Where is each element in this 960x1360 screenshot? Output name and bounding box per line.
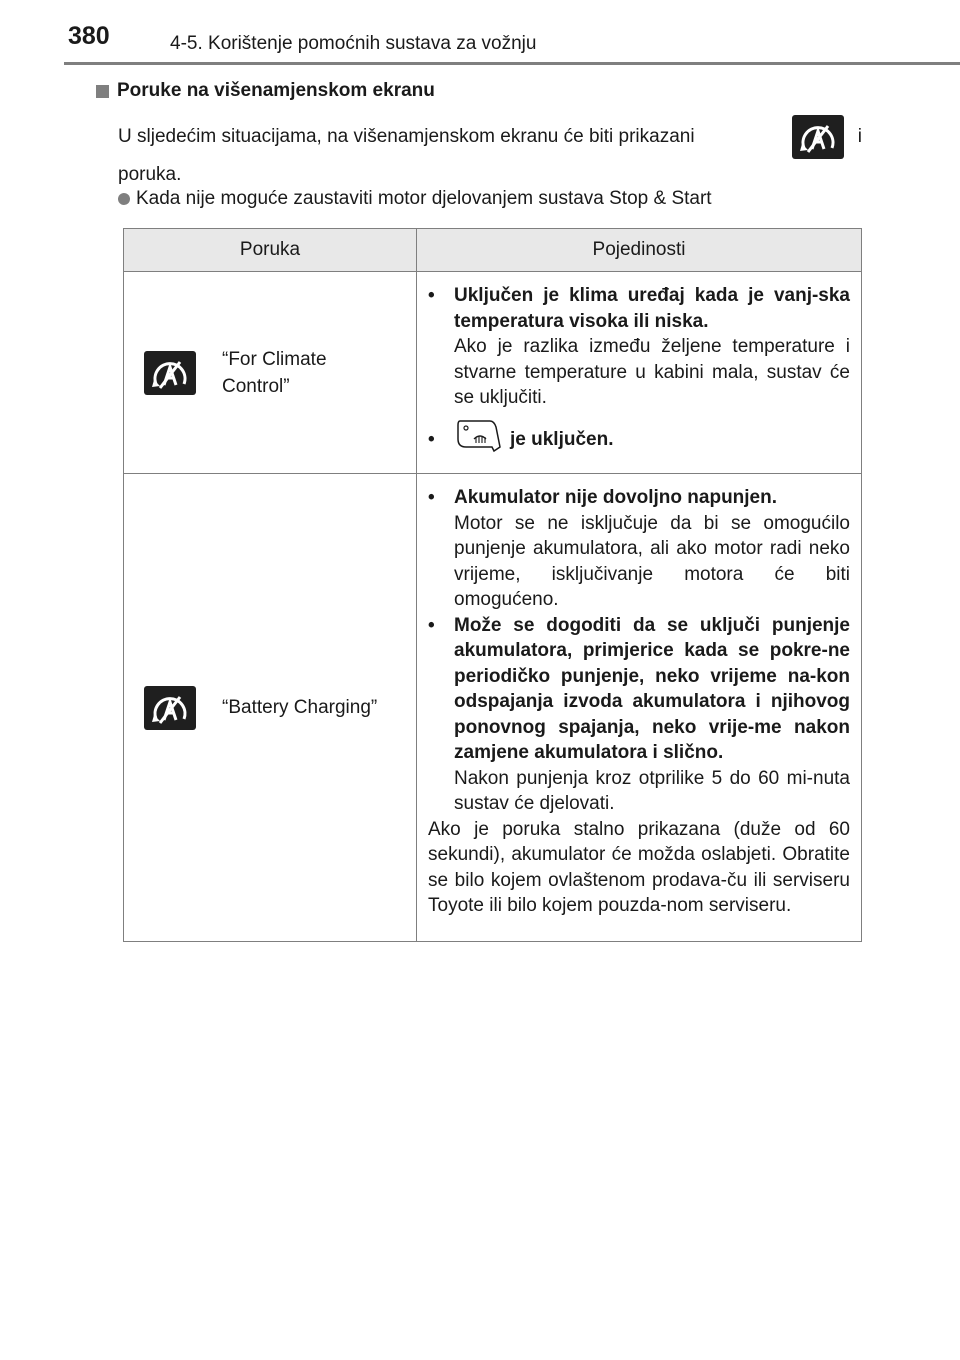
section-heading-text: Poruke na višenamjenskom ekranu [117, 80, 435, 101]
page-header [0, 0, 960, 64]
condition-bullet [118, 188, 712, 210]
message-text-line2: Control” [222, 375, 290, 397]
message-cell [124, 474, 417, 942]
table-row [124, 272, 862, 474]
detail-item-text: Nakon punjenja kroz otprilike 5 do 60 mi-nuta sustav će djelovati. [454, 767, 850, 814]
detail-item: • Uključen je klima uređaj kada je vanj-ska temperatura visoka ili niska. Ako je razlika između željene temperature i stvarne temperature u kabini mala, sustav će se uključiti. [428, 283, 850, 411]
detail-item-title: Može se dogoditi da se uključi punjenje akumulatora, primjerice kada se pokre-ne periodičko punjenje, neko vrijeme na-kon odspajanja izvoda akumulatora i njihovog ponovnog spajanja, neko vrije-me nakon zamjene akumulatora i slično. [454, 614, 850, 763]
square-bullet-icon [96, 85, 109, 98]
detail-item-title: Uključen je klima uređaj kada je vanj-ska temperatura visoka ili niska. [454, 285, 850, 332]
intro-line2: poruka. [118, 164, 182, 185]
page-number: 380 [68, 22, 110, 50]
details-cell [417, 272, 862, 474]
detail-item-title: Akumulator nije dovoljno napunjen. [454, 487, 778, 508]
stop-start-off-icon [144, 351, 196, 395]
detail-item-text: Motor se ne isključuje da bi se omogućilo punjenje akumulatora, ali ako motor radi neko vrijeme, isključivanje motora će biti omogućeno. [454, 512, 850, 610]
detail-item: • je uključen. [428, 417, 850, 463]
detail-item: • Može se dogoditi da se uključi punjenje akumulatora, primjerice kada se pokre-ne periodičko punjenje, neko vrijeme na-kon odspajanja izvoda akumulatora i njihovog ponovnog spajanja, neko vrije-me nakon zamjene akumulatora i slično. Nakon punjenja kroz otprilike 5 do 60 mi-nuta sustav će djelovati. [428, 613, 850, 817]
round-bullet-icon [118, 193, 130, 205]
detail-item-text: Ako je razlika između željene temperature i stvarne temperature u kabini mala, sustav će se uključiti. [454, 336, 850, 408]
message-table [123, 228, 862, 942]
details-cell [417, 474, 862, 942]
table-row [124, 474, 862, 942]
column-header-details: Pojedinosti [417, 229, 862, 272]
detail-note: Ako je poruka stalno prikazana (duže od 60 sekundi), akumulator će možda oslabjeti. Obratite se bilo kojem ovlaštenom prodava-ču ili serviseru Toyote ili bilo kojem pouzda-nom serviseru. [428, 818, 850, 916]
condition-text: Kada nije moguće zaustaviti motor djelovanjem sustava Stop & Start [136, 188, 712, 209]
detail-item-title: je uključen. [510, 428, 614, 450]
intro-paragraph [118, 118, 862, 194]
message-text-line1: “For Climate [222, 348, 327, 370]
section-heading [96, 80, 435, 102]
message-text: “Battery Charging” [222, 697, 378, 718]
chapter-title: 4-5. Korištenje pomoćnih sustava za vožnju [170, 33, 537, 54]
column-header-message: Poruka [124, 229, 417, 272]
stop-start-off-icon [144, 686, 196, 730]
windshield-defogger-icon [454, 417, 502, 463]
stop-start-off-icon [792, 115, 844, 159]
message-cell [124, 272, 417, 474]
table-header-row [124, 229, 862, 272]
header-divider [64, 62, 960, 65]
detail-item: • Akumulator nije dovoljno napunjen. Motor se ne isključuje da bi se omogućilo punjenje akumulatora, ali ako motor radi neko vrijeme, isključivanje motora će biti omogućeno. [428, 485, 850, 613]
intro-text: U sljedećim situacijama, na višenamjenskom ekranu će biti prikazani [118, 126, 695, 147]
intro-text-end: i [857, 126, 862, 147]
